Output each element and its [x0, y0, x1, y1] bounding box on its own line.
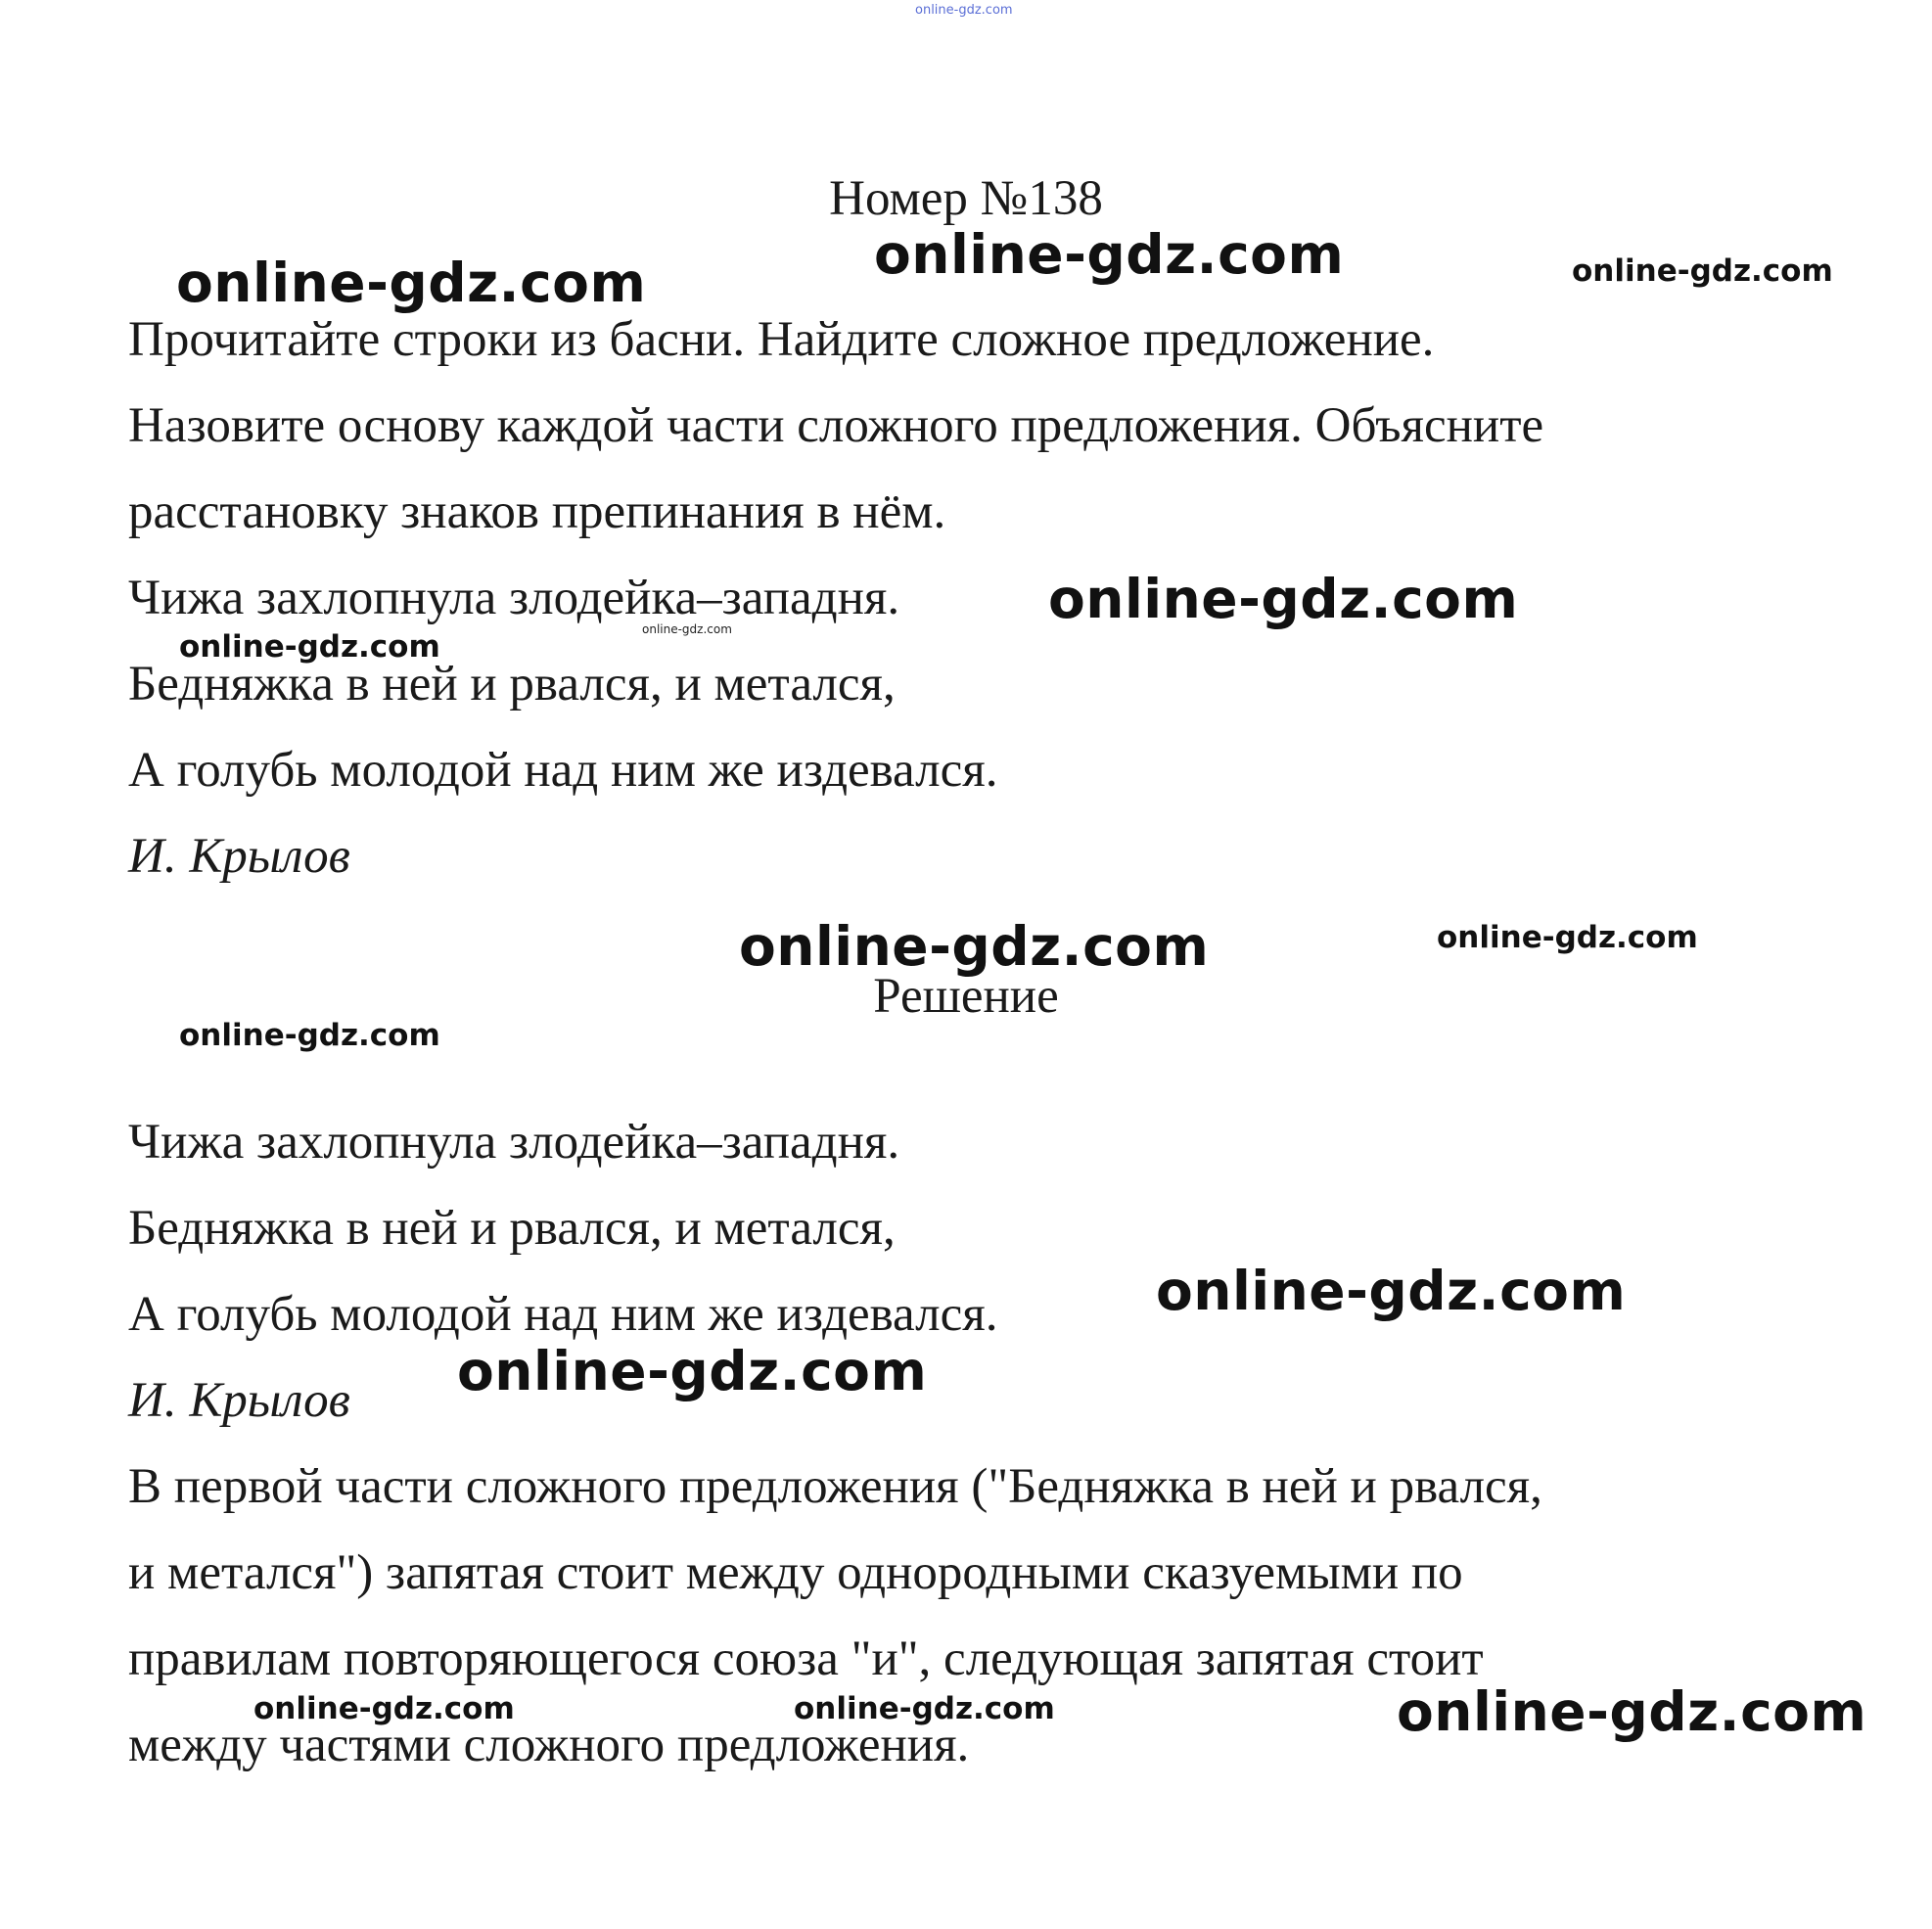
watermark: online-gdz.com — [179, 1018, 440, 1053]
watermark: online-gdz.com — [457, 1340, 928, 1402]
watermark: online-gdz.com — [176, 252, 647, 314]
watermark: online-gdz.com — [642, 622, 732, 636]
watermark: online-gdz.com — [1397, 1680, 1867, 1743]
watermark: online-gdz.com — [253, 1691, 515, 1726]
solution-heading: Решение — [873, 969, 1059, 1024]
watermark: online-gdz.com — [1048, 568, 1519, 630]
watermark: online-gdz.com — [1572, 253, 1833, 289]
poem-line-1: Чижа захлопнула злодейка–западня. — [128, 571, 900, 625]
page-title: Номер №138 — [829, 171, 1103, 226]
watermark: online-gdz.com — [915, 3, 1013, 18]
poem-author: И. Крылов — [128, 829, 350, 884]
poem-line-3: А голубь молодой над ним же издевался. — [128, 743, 998, 798]
task-line-3: расстановку знаков препинания в нём. — [128, 484, 946, 539]
watermark: online-gdz.com — [1156, 1260, 1627, 1322]
explanation-line-4: между частями сложного предложения. — [128, 1718, 970, 1772]
watermark: online-gdz.com — [179, 629, 440, 665]
watermark: online-gdz.com — [739, 915, 1210, 978]
solution-poem-line-2: Бедняжка в ней и рвался, и метался, — [128, 1201, 896, 1256]
task-line-2: Назовите основу каждой части сложного предложения. Объясните — [128, 398, 1544, 453]
poem-line-2: Бедняжка в ней и рвался, и метался, — [128, 657, 896, 712]
explanation-line-1: В первой части сложного предложения ("Бедняжка в ней и рвался, — [128, 1459, 1542, 1514]
watermark: online-gdz.com — [794, 1691, 1055, 1726]
solution-poem-author: И. Крылов — [128, 1373, 350, 1428]
solution-poem-line-3: А голубь молодой над ним же издевался. — [128, 1287, 998, 1342]
watermark: online-gdz.com — [874, 223, 1345, 286]
solution-poem-line-1: Чижа захлопнула злодейка–западня. — [128, 1115, 900, 1170]
explanation-line-3: правилам повторяющегося союза "и", следующая запятая стоит — [128, 1631, 1484, 1686]
watermark: online-gdz.com — [1437, 920, 1698, 955]
explanation-line-2: и метался") запятая стоит между однородными сказуемыми по — [128, 1545, 1463, 1600]
task-line-1: Прочитайте строки из басни. Найдите сложное предложение. — [128, 312, 1435, 367]
